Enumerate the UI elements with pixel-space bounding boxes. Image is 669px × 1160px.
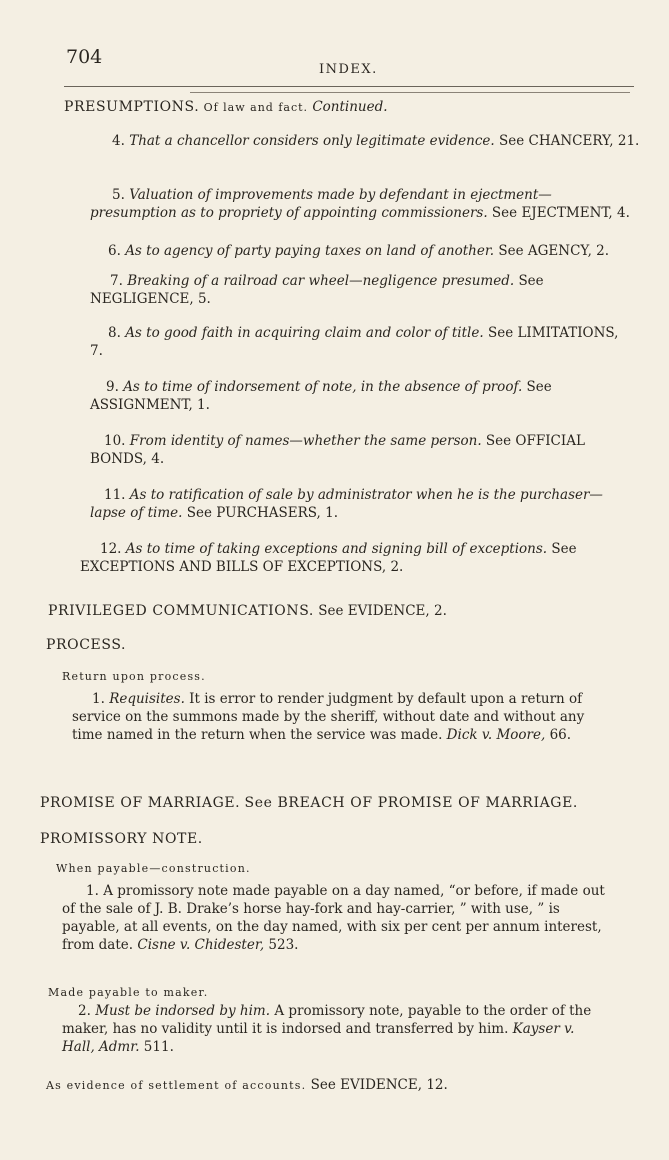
continued-label: Continued. [312,99,388,115]
promissory-sub1: When payable—construction. [56,862,251,875]
promissory-sub3: As evidence of settlement of accounts. [46,1079,307,1092]
entry-4: 4. That a chancellor considers only legitimate evidence. See CHANCERY, 21. [112,133,640,149]
promise-line: PROMISE OF MARRIAGE. See BREACH OF PROMISE OF MARRIAGE. [40,795,578,811]
presumptions-heading: PRESUMPTIONS. [64,99,200,115]
process-entry-1: 1. Requisites. It is error to render judgment by default upon a return of service on the summons made by the sheriff, without date and without any time named in the return when the service was made. Dick v. Moore, 66. [72,691,585,743]
entry-6: 6. As to agency of party paying taxes on land of another. See AGENCY, 2. [108,243,610,259]
process-subheading: Return upon process. [62,670,206,683]
entry-9: 9. As to time of indorsement of note, in the absence of proof. See ASSIGNMENT, 1. [90,379,552,413]
promissory-entry-2: 2. Must be indorsed by him. A promissory note, payable to the order of the maker, has no validity until it is indorsed and transferred by him. Kayser v. Hall, Admr. 511. [62,1003,592,1055]
presumptions-heading-line [64,98,624,117]
promise-heading: PROMISE OF MARRIAGE. [40,795,241,811]
entry-5: 5. Valuation of improvements made by defendant in ejectment—presumption as to propriety of appointing commissioners. See EJECTMENT, 4. [90,187,630,221]
promissory-sub2: Made payable to maker. [48,986,209,999]
privileged-line: PRIVILEGED COMMUNICATIONS. See EVIDENCE, 2. [48,603,447,619]
running-head: INDEX. [319,62,378,77]
header-rule-secondary [190,92,630,93]
entry-8: 8. As to good faith in acquiring claim and color of title. See LIMITATIONS, 7. [90,325,619,359]
promissory-heading: PROMISSORY NOTE. [40,831,203,847]
entry-11: 11. As to ratification of sale by administrator when he is the purchaser—lapse of time. See PURCHASERS, 1. [90,487,603,521]
privileged-heading: PRIVILEGED COMMUNICATIONS. [48,603,314,619]
promissory-entry-1: 1. A promissory note made payable on a day named, “or before, if made out of the sale of J. B. Drake’s horse hay-fork and hay-carrier, ” with use, ” is payable, at all events, on the day named, with six per cent per annum interest, from date. Cisne v. Chidester, 523. [62,883,605,953]
header-rule [64,86,634,87]
entry-7: 7. Breaking of a railroad car wheel—negligence presumed. See NEGLIGENCE, 5. [90,273,544,307]
entry-12: 12. As to time of taking exceptions and signing bill of exceptions. See EXCEPTIONS AND BILLS OF EXCEPTIONS, 2. [80,541,577,575]
page-number: 704 [66,46,103,68]
promissory-sub3-line: As evidence of settlement of accounts. See EVIDENCE, 12. [46,1077,448,1093]
entry-10: 10. From identity of names—whether the same person. See OFFICIAL BONDS, 4. [90,433,585,467]
process-heading: PROCESS. [46,637,127,653]
presumptions-subheading: Of law and fact. [203,101,309,114]
